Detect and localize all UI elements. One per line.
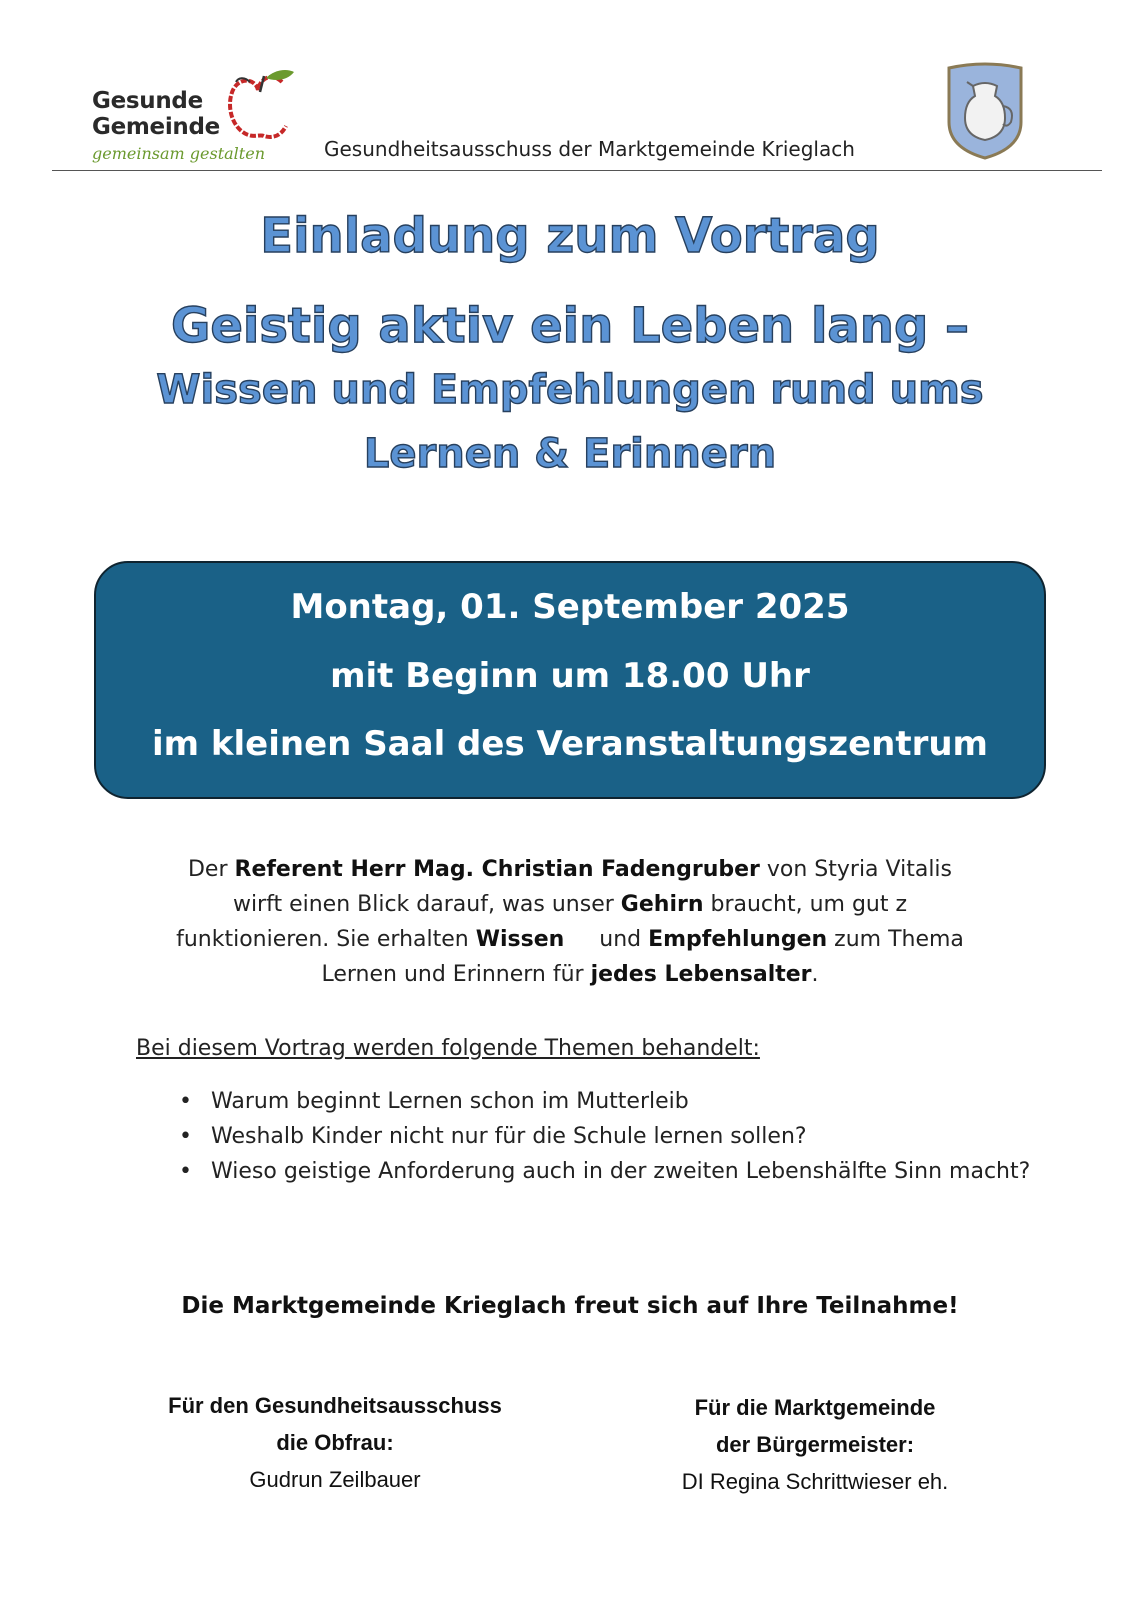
intro-text: zum Thema Lernen und Erinnern für <box>321 927 964 987</box>
intro-text: von Styria Vitalis wirft einen Blick darauf, was unser <box>232 857 952 917</box>
topics-list <box>136 1084 1036 1189</box>
logo-tagline: gemeinsam gestalten <box>92 144 265 163</box>
closing-statement: Die Marktgemeinde Krieglach freut sich auf Ihre Teilnahme! <box>181 1293 959 1319</box>
intro-emphasis: Gehirn <box>620 892 704 917</box>
event-date: Montag, 01. September 2025 <box>290 587 850 627</box>
signature-right <box>605 1389 1025 1500</box>
logo-line-2: Gemeinde <box>92 114 220 140</box>
letterhead <box>52 60 1102 172</box>
intro-paragraph <box>170 852 970 992</box>
signature-left <box>125 1387 545 1498</box>
title-line-3: Wissen und Empfehlungen rund ums <box>156 367 984 413</box>
signature-right-name: DI Regina Schrittwieser eh. <box>681 1469 949 1494</box>
intro-text: Der <box>187 857 235 882</box>
speaker-name: Referent Herr Mag. Christian Fadengruber <box>234 857 760 882</box>
intro-text: . <box>811 962 819 987</box>
gesunde-gemeinde-logo <box>92 68 282 168</box>
title-line-1: Einladung zum Vortrag <box>260 208 880 264</box>
title-line-4: Lernen & Erinnern <box>363 431 777 477</box>
signature-left-name: Gudrun Zeilbauer <box>249 1467 421 1492</box>
bullet: • <box>179 1159 192 1184</box>
bullet: • <box>179 1089 192 1114</box>
signature-right-line-1: Für die Marktgemeinde <box>694 1395 936 1420</box>
header-divider <box>52 170 1102 171</box>
topic-text: Warum beginnt Lernen schon im Mutterleib <box>211 1089 689 1114</box>
list-item <box>136 1154 1036 1189</box>
list-item <box>136 1084 1036 1119</box>
bullet: • <box>179 1124 192 1149</box>
apple-logo-icon <box>220 68 300 148</box>
topic-text: Weshalb Kinder nicht nur für die Schule lernen sollen? <box>211 1124 807 1149</box>
signature-left-line-2: die Obfrau: <box>276 1430 394 1455</box>
intro-emphasis: jedes Lebensalter <box>590 962 812 987</box>
intro-emphasis: Empfehlungen <box>648 927 828 952</box>
committee-name: Gesundheitsausschuss der Marktgemeinde Krieglach <box>324 137 855 161</box>
invitation-title <box>0 208 1140 477</box>
event-time: mit Beginn um 18.00 Uhr <box>330 656 810 696</box>
intro-emphasis: Wissen <box>475 927 565 952</box>
intro-text: und <box>564 927 649 952</box>
title-line-2: Geistig aktiv ein Leben lang – <box>170 298 970 354</box>
logo-line-1: Gesunde <box>92 88 203 114</box>
signature-left-line-1: Für den Gesundheitsausschuss <box>168 1393 502 1418</box>
topics-heading: Bei diesem Vortrag werden folgende Themen behandelt: <box>136 1036 760 1061</box>
coat-of-arms-icon <box>945 62 1025 160</box>
signature-right-line-2: der Bürgermeister: <box>715 1432 915 1457</box>
event-venue: im kleinen Saal des Veranstaltungszentrum <box>151 724 988 764</box>
topic-text: Wieso geistige Anforderung auch in der zweiten Lebenshälfte Sinn macht? <box>211 1159 1031 1184</box>
event-details-box <box>94 561 1046 799</box>
intro-text: braucht, um gut z funktionieren. Sie erhalten <box>176 892 908 952</box>
list-item <box>136 1119 1036 1154</box>
